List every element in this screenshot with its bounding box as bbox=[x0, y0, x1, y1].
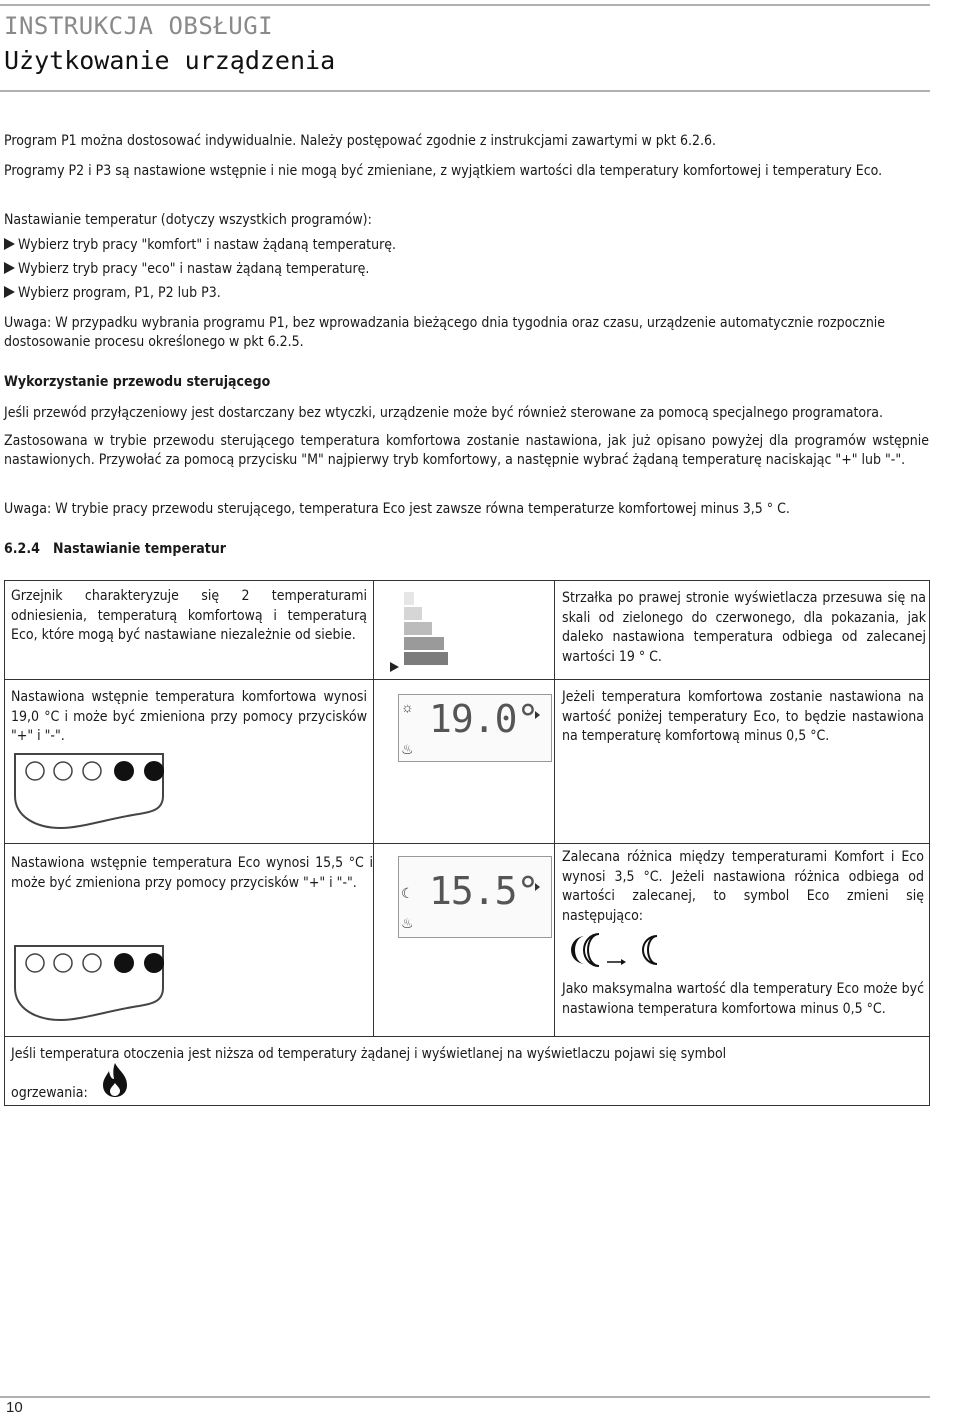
heading-set-temperatures: 6.2.4 Nastawianie temperatur bbox=[4, 541, 226, 557]
button-2 bbox=[54, 762, 72, 780]
scale-arrow-icon bbox=[535, 711, 540, 719]
sun-icon: ☼ bbox=[401, 699, 414, 715]
flame-icon: ♨ bbox=[401, 741, 414, 757]
paragraph-p2: Programy P2 i P3 są nastawione wstępnie i nie mogą być zmieniane, z wyjątkiem wartości dla temperatury komfortowej i temperatury Eco. bbox=[4, 163, 883, 179]
paragraph-comfort-mode: Zastosowana w trybie przewodu sterującego temperatura komfortowa zostanie nastawiona, jak już opisano powyżej dla programów wstępnie nastawionych. Przywołać za pomocą przycisku "M" najpierwy tryb komfortowy, a następnie wybrać żądaną temperaturę naciskając "+" lub "-". bbox=[4, 433, 929, 468]
moon-outline-icon bbox=[643, 936, 657, 964]
note-eco-temperature: Uwaga: W trybie pracy przewodu sterującego, temperatura Eco jest zawsze równa temperaturze komfortowej minus 3,5 ° C. bbox=[4, 501, 790, 517]
step-3: Wybierz program, P1, P2 lub P3. bbox=[4, 284, 924, 303]
cell-r2-right: Jeżeli temperatura komfortowa zostanie nastawiona na wartość poniżej temperatury Eco, to będzie nastawiona na temperaturę komfortową minus 0,5 °C. bbox=[554, 679, 930, 844]
lcd-display bbox=[398, 856, 552, 938]
eco-symbol-change-icon bbox=[563, 930, 673, 970]
button-1 bbox=[26, 762, 44, 780]
cell-r1-scale bbox=[373, 580, 555, 680]
cell-r4: Jeśli temperatura otoczenia jest niższa od temperatury żądanej i wyświetlanej na wyświetlaczu pojawi się symbol ogrzewania: bbox=[4, 1036, 930, 1106]
cell-r2-display bbox=[373, 679, 555, 844]
paragraph-p1: Program P1 można dostosować indywidualnie. Należy postępować zgodnie z instrukcjami zawartymi w pkt 6.2.6. bbox=[4, 133, 717, 149]
eco-temperature-display: 15.5° bbox=[429, 869, 539, 913]
moon-filled-icon bbox=[571, 936, 585, 964]
cell-r3-right: Zalecana różnica między temperaturami Komfort i Eco wynosi 3,5 °C. Jeżeli nastawiona różnica odbiega od wartości zalecanej, to symbol Eco zmieni się następująco: Jako maksymalna wartość dla temperatury Eco może być nastawiona temperatura komfortowa minus 0,5 °C. bbox=[554, 843, 930, 1037]
control-panel-buttons-icon bbox=[11, 750, 171, 830]
arrow-right-icon bbox=[4, 262, 15, 274]
temperature-scale-icon bbox=[374, 581, 556, 681]
arrow-right-icon bbox=[4, 286, 15, 298]
cell-r2-left: Nastawiona wstępnie temperatura komfortowa wynosi 19,0 °C i może być zmieniona przy pomocy przycisków "+" i "-". bbox=[4, 679, 374, 844]
control-panel-buttons-icon bbox=[11, 942, 171, 1022]
cell-r1-left: Grzejnik charakteryzuje się 2 temperaturami odniesienia, temperaturą komfortową i temperaturą Eco, które mogą być nastawiane niezależnie od siebie. bbox=[4, 580, 374, 680]
button-3 bbox=[83, 762, 101, 780]
cell-r3-left: Nastawiona wstępnie temperatura Eco wynosi 15,5 °C i może być zmieniona przy pomocy przycisków "+" i "-". bbox=[4, 843, 374, 1037]
cell-r3-display bbox=[373, 843, 555, 1037]
section-title: Użytkowanie urządzenia bbox=[4, 46, 336, 75]
button-minus bbox=[114, 761, 134, 781]
header-bottom-rule bbox=[0, 90, 930, 92]
arrow-right-icon bbox=[4, 238, 15, 250]
header-top-rule bbox=[0, 4, 930, 6]
note-program-p1: Uwaga: W przypadku wybrania programu P1, bez wprowadzania bieżącego dnia tygodnia oraz czasu, urządzenie automatycznie rozpocznie dostosowanie procesu określonego w pkt 6.2.5. bbox=[4, 315, 886, 350]
lcd-display bbox=[398, 694, 552, 762]
cell-r1-right: Strzałka po prawej stronie wyświetlacza przesuwa się na skali od zielonego do czerwonego, dla pokazania, jak daleko nastawiona temperatura odbiega od zalecanej wartości 19 ° C. bbox=[554, 580, 930, 680]
heading-control-wire: Wykorzystanie przewodu sterującego bbox=[4, 374, 271, 390]
paragraph-set-temps: Nastawianie temperatur (dotyczy wszystkich programów): bbox=[4, 212, 372, 228]
footer-rule bbox=[0, 1396, 930, 1398]
step-2: Wybierz tryb pracy "eco" i nastaw żądaną temperaturę. bbox=[4, 260, 924, 279]
comfort-temperature-display: 19.0° bbox=[429, 697, 539, 741]
moon-icon: ☾ bbox=[401, 885, 414, 901]
document-title: INSTRUKCJA OBSŁUGI bbox=[4, 12, 274, 40]
flame-icon bbox=[101, 1061, 131, 1099]
button-plus bbox=[144, 761, 164, 781]
flame-icon: ♨ bbox=[401, 915, 414, 931]
step-1: Wybierz tryb pracy "komfort" i nastaw żądaną temperaturę. bbox=[4, 236, 924, 255]
scale-arrow-icon bbox=[535, 883, 540, 891]
paragraph-control-wire: Jeśli przewód przyłączeniowy jest dostarczany bez wtyczki, urządzenie może być również sterowane za pomocą specjalnego programatora. bbox=[4, 405, 884, 421]
page-number: 10 bbox=[6, 1399, 23, 1416]
